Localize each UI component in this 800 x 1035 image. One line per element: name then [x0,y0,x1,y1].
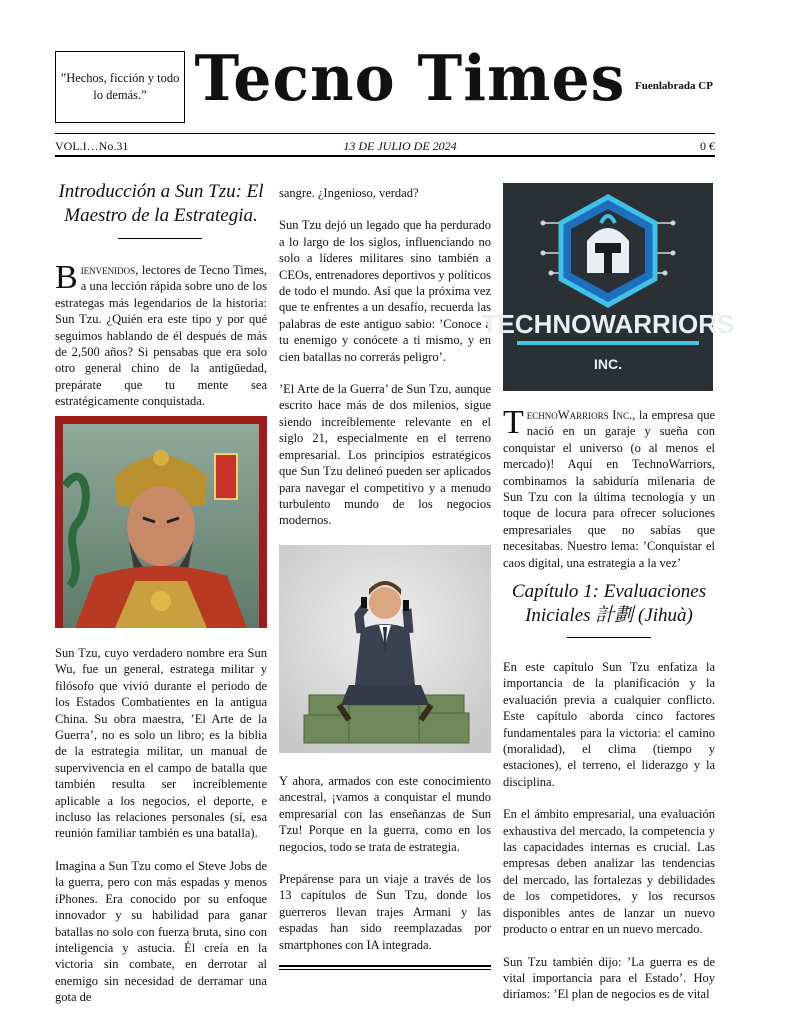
intro-paragraph-7: Prepárense para un viaje a través de los 13 capítulos de Sun Tzu, donde los guerreros llevan trajes Armani y las espadas han sido reemplazadas por smartphones con IA integrada. [279,872,491,952]
technowarriors-logo [481,183,735,391]
column-end-rule [279,965,491,970]
header-rule-top [55,133,715,134]
company-text: , la empresa que nació en un garaje y sueña con conquistar el universo (o al menos el mercado)! Aquí en TechnoWarriors, combinamos la sabiduría milenaria de Sun Tzu con la última tecnología y un toque de locura para ofrecer soluciones empresariales que no sabías que necesitabas. Nuestro lema: ’Conquistar el caos digital, una estrategia a la vez’ [503,408,715,570]
chapter-1-body [503,659,715,1019]
location-label: Fuenlabrada CP [635,80,713,92]
company-name-caps: echnoWarriors Inc. [526,408,633,422]
article-intro-col2-bottom [279,773,491,969]
intro-paragraph-6: Y ahora, armados con este conocimiento ancestral, ¡vamos a conquistar el mundo empresarial con las enseñanzas de Sun Tzu! Porque en la guerra, como en los negocios, todo se trata de estrategia. [279,774,491,854]
chapter-paragraph-2: En el ámbito empresarial, una evaluación exhaustiva del mercado, la competencia y las capacidades internas es crucial. Las empresas deben analizar las tendencias del mercado, las fortalezas y debilidades de los competidores, y los recursos disponibles antes de lanzar un nuevo producto o entrar en un nuevo mercado. [503,807,715,937]
volume-label: VOL.I…No.31 [55,139,129,153]
intro-paragraph-2: Sun Tzu, cuyo verdadero nombre era Sun Wu, fue un general, estratega militar y filósofo que vivió durante el periodo de los Estados Combatientes en la antigua China. Su obra maestra, ’El Arte de la Guerra’, no es solo un libro; es la biblia de la estrategia militar, un manual de supervivencia en el campo de batalla que también resulta ser increíblemente aplicable a los negocios, el deporte, e incluso las relaciones personales (sí, esa reunión familiar también es una batalla). [55,646,267,841]
logo-brand-text: TECHNOWARRIORS [481,309,735,339]
technowarriors-article [503,404,715,587]
price-label: 0 € [700,139,715,153]
dropcap-b: B [55,259,78,296]
chapter-paragraph-3: Sun Tzu también dijo: ’La guerra es de vital importancia para el Estado’. Hoy diríamos: ’El plan de negocios es de vital [503,954,715,1002]
technowarriors-emblem [481,183,735,391]
intro-paragraph-4: Sun Tzu dejó un legado que ha perdurado a lo largo de los siglos, influenciando no solo a líderes militares sino también a CEOs, entrenadores deportivos y políticos de todo el mundo. Así que la próxima vez que te enfrentes a un desafío, recuerda las palabras de este antiguo sabio: ’Conoce a tu enemigo y conócete a ti mismo, y en cien batallas no correrás peligro’. [279,218,491,364]
lead-caps: ienvenidos [80,263,136,277]
article-intro-col2 [279,185,491,545]
intro-paragraph-3: Imagina a Sun Tzu como el Steve Jobs de la guerra, pero con más espadas y menos iPhones. Era conocido por su enfoque innovador y su habilidad para ganar batallas no solo con fuerza bruta, sino con inteligencia y astucia. Él creía en la victoria sin combate, en derrotar al enemigo sin necesidad de derramar una gota de [55,858,267,1005]
intro-paragraph-3-cont: sangre. ¿Ingenioso, verdad? [279,186,419,200]
businessman-photo [279,545,491,753]
chapter-divider [567,637,651,638]
date-label: 13 DE JULIO DE 2024 [343,139,457,153]
chapter-paragraph-1: En este capítulo Sun Tzu enfatiza la importancia de la planificación y la evaluación previa a cualquier conflicto. Este capítulo aborda cinco factores fundamentales para la victoria: el camino (moralidad), el clima (tiempo y estaciones), el terreno, el liderazgo y la disciplina. [503,660,715,789]
businessman-illustration [279,545,491,753]
article-intro-continued [55,645,267,1022]
intro-text: , lectores de Tecno Times, a una lección rápida sobre uno de los estrategas más legendarios de la historia: Sun Tzu. ¿Quién era este tipo y por qué seguimos hablando de él después de más de 2,500 años? Si pensabas que era solo otro general chino de la antigüedad, prepárate que tu mente sea estratégicamente conquistada. [55,263,267,409]
chapter-1-title: Capítulo 1: Evaluaciones Iniciales 計劃 (Jihuà) [511,581,707,626]
sun-tzu-illustration [55,416,267,628]
article-title-intro: Introducción a Sun Tzu: El Maestro de la Estrategia. [58,181,264,226]
intro-paragraph-5: ’El Arte de la Guerra’ de Sun Tzu, aunque escrito hace más de dos milenios, sigue siendo increíblemente relevante en el siglo 21, especialmente en el terreno empresarial. Los principios estratégicos que Sun Tzu delineó pueden ser aplicados para navegar el competitivo y a menudo turbulento mundo de los negocios modernos. [279,382,491,528]
header-rule-bottom [55,155,715,157]
sun-tzu-portrait [55,416,267,628]
article-intro-paragraph [55,259,267,426]
slogan-box [55,51,185,123]
logo-suffix-text: INC. [594,356,622,372]
title-divider [118,238,202,239]
masthead-title: Tecno Times [194,42,626,116]
dropcap-t: T [503,404,524,441]
slogan-text: ”Hechos, ficción y todo lo demás.” [60,71,180,102]
